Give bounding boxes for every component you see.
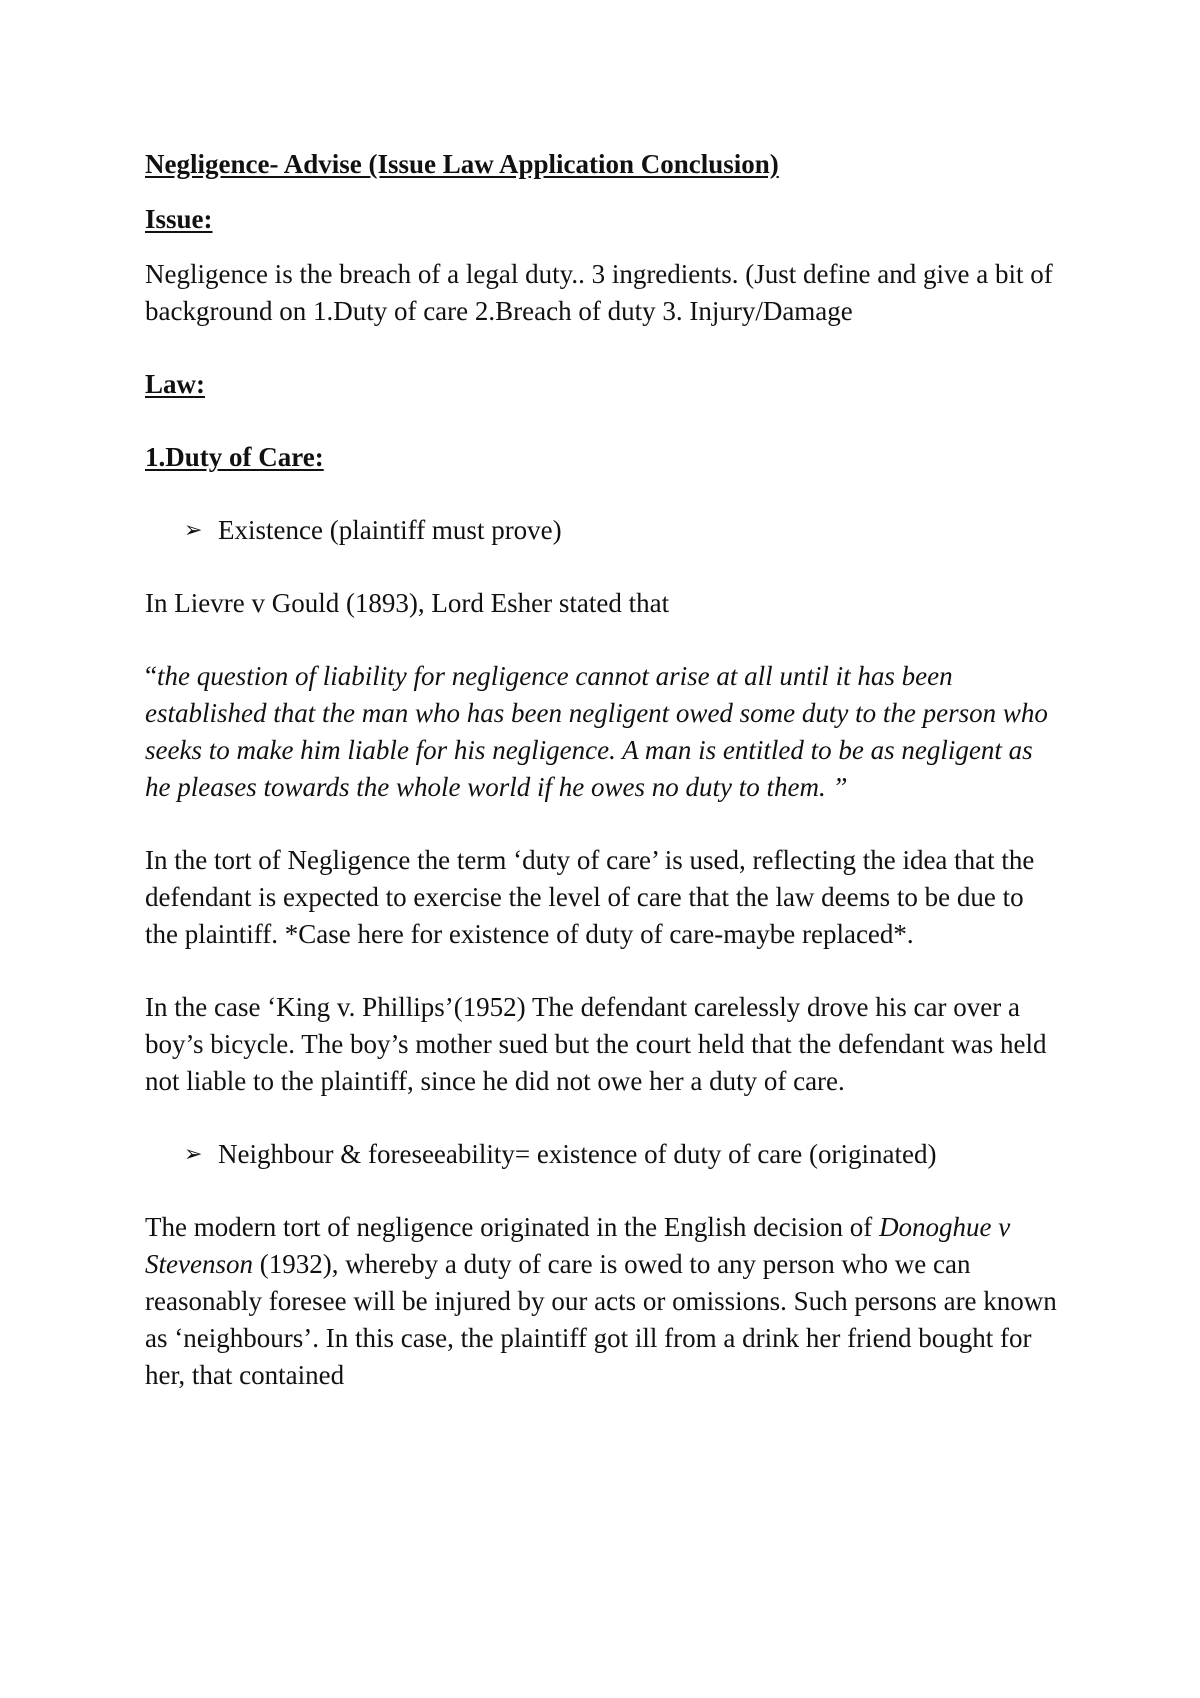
donoghue-intro: The modern tort of negligence originated in the English decision of: [145, 1212, 880, 1242]
bullet-neighbour: [145, 1136, 1060, 1173]
arrow-bullet-icon: ➢: [184, 1142, 203, 1167]
lievre-intro: In Lievre v Gould (1893), Lord Esher stated that: [145, 588, 670, 618]
document-title: Negligence- Advise (Issue Law Application Conclusion): [145, 149, 779, 179]
issue-heading: Issue:: [145, 204, 213, 234]
arrow-bullet-icon: ➢: [184, 518, 203, 543]
bullet-existence-text: Existence (plaintiff must prove): [218, 515, 562, 545]
issue-paragraph: Negligence is the breach of a legal duty.. 3 ingredients. (Just define and give a bit of background on 1.Duty of care 2.Breach of duty 3. Injury/Damage: [145, 259, 1053, 326]
quote-open-mark: “: [145, 661, 157, 691]
donoghue-paragraph: [145, 1209, 1060, 1394]
law-heading: Law:: [145, 369, 205, 399]
donoghue-rest: (1932), whereby a duty of care is owed to any person who we can reasonably foresee will be injured by our acts or omissions. Such persons are known as ‘neighbours’. In this case, the plaintiff got ill from a drink her friend bought for her, that contained: [145, 1249, 1057, 1390]
bullet-existence: [145, 512, 1060, 549]
quote-text: the question of liability for negligence cannot arise at all until it has been established that the man who has been negligent owed some duty to the person who seeks to make him liable for his negligence. A man is entitled to be as negligent as he pleases towards the whole world if he owes no duty to them.: [145, 661, 1048, 802]
king-phillips-paragraph: In the case ‘King v. Phillips’(1952) The defendant carelessly drove his car over a boy’s bicycle. The boy’s mother sued but the court held that the defendant was held not liable to the plaintiff, since he did not owe her a duty of care.: [145, 992, 1047, 1096]
quote-close-mark: ”: [825, 772, 848, 802]
tort-paragraph: In the tort of Negligence the term ‘duty of care’ is used, reflecting the idea that the defendant is expected to exercise the level of care that the law deems to be due to the plaintiff. *Case here for existence of duty of care-maybe replaced*.: [145, 845, 1035, 949]
donoghue-case-name: Donoghue v Stevenson: [145, 1212, 1011, 1279]
esher-quote: [145, 658, 1060, 806]
document-body: [145, 146, 1060, 1394]
duty-of-care-heading: 1.Duty of Care:: [145, 442, 324, 472]
bullet-neighbour-text: Neighbour & foreseeability= existence of duty of care (originated): [218, 1139, 937, 1169]
